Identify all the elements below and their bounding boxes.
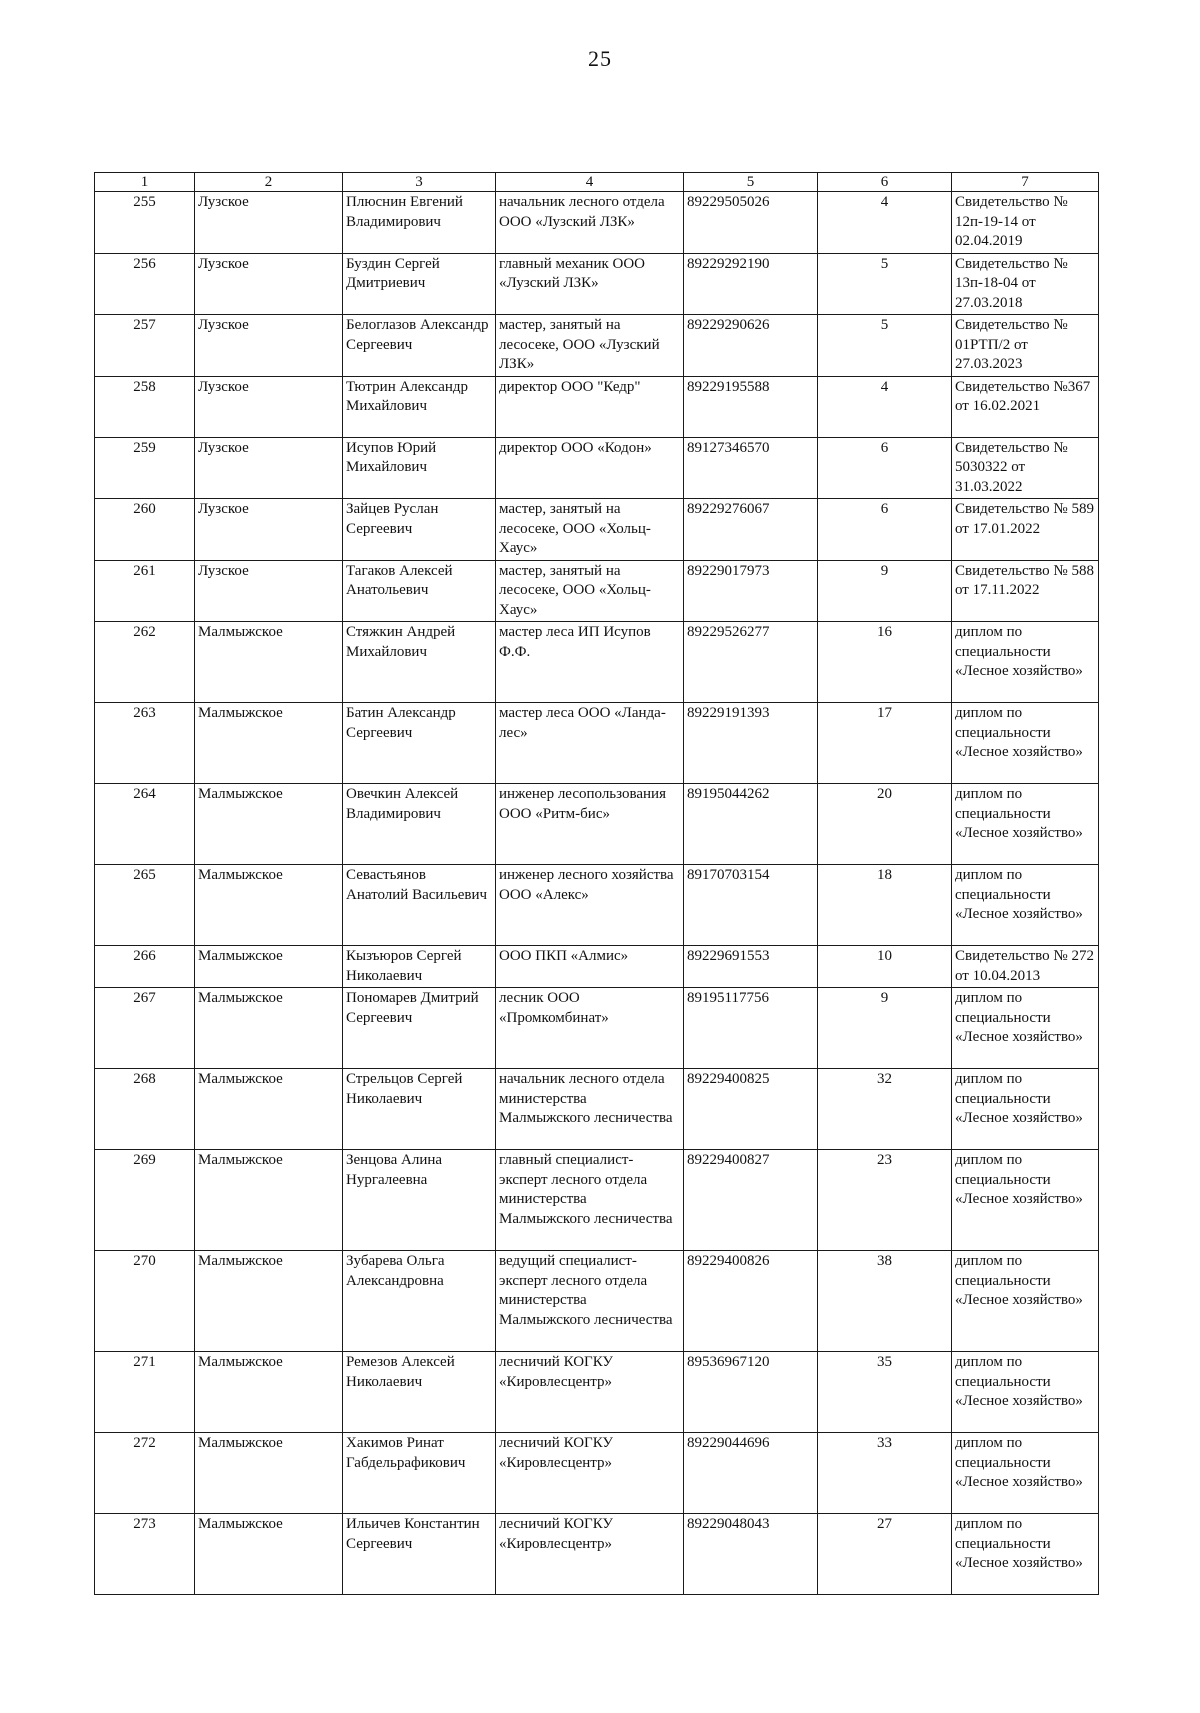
name-cell: Зайцев Руслан Сергеевич — [343, 499, 496, 561]
document-cell: диплом по специальности «Лесное хозяйство» — [952, 1069, 1099, 1150]
forestry-cell: Малмыжское — [195, 784, 343, 865]
column-header: 5 — [684, 173, 818, 192]
table-row — [95, 437, 1099, 499]
phone-cell: 89229292190 — [684, 253, 818, 315]
document-cell: Свидетельство №367 от 16.02.2021 — [952, 376, 1099, 437]
forestry-cell: Малмыжское — [195, 1352, 343, 1433]
row-number: 256 — [95, 253, 195, 315]
document-cell: диплом по специальности «Лесное хозяйство» — [952, 1150, 1099, 1251]
document-cell: Свидетельство № 01РТП/2 от 27.03.2023 — [952, 315, 1099, 377]
name-cell: Зенцова Алина Нургалеевна — [343, 1150, 496, 1251]
document-cell: Свидетельство № 5030322 от 31.03.2022 — [952, 437, 1099, 499]
position-cell: мастер, занятый на лесосеке, ООО «Хольц-Хаус» — [496, 499, 684, 561]
name-cell: Зубарева Ольга Александровна — [343, 1251, 496, 1352]
name-cell: Севастьянов Анатолий Васильевич — [343, 865, 496, 946]
position-cell: лесничий КОГКУ «Кировлесцентр» — [496, 1352, 684, 1433]
table-row — [95, 192, 1099, 254]
row-number: 268 — [95, 1069, 195, 1150]
document-cell: Свидетельство № 13п-18-04 от 27.03.2018 — [952, 253, 1099, 315]
experience-cell: 6 — [818, 499, 952, 561]
forestry-cell: Лузское — [195, 499, 343, 561]
name-cell: Плюснин Евгений Владимирович — [343, 192, 496, 254]
experience-cell: 32 — [818, 1069, 952, 1150]
table-row — [95, 253, 1099, 315]
name-cell: Тютрин Александр Михайлович — [343, 376, 496, 437]
experience-cell: 4 — [818, 192, 952, 254]
row-number: 273 — [95, 1514, 195, 1595]
table-row — [95, 865, 1099, 946]
table-row — [95, 315, 1099, 377]
document-cell: диплом по специальности «Лесное хозяйство» — [952, 1514, 1099, 1595]
phone-cell: 89229505026 — [684, 192, 818, 254]
column-header: 3 — [343, 173, 496, 192]
document-cell: Свидетельство № 588 от 17.11.2022 — [952, 560, 1099, 622]
table-row — [95, 784, 1099, 865]
table-row — [95, 622, 1099, 703]
column-header: 6 — [818, 173, 952, 192]
forestry-cell: Малмыжское — [195, 1069, 343, 1150]
row-number: 271 — [95, 1352, 195, 1433]
experience-cell: 23 — [818, 1150, 952, 1251]
document-cell: Свидетельство № 272 от 10.04.2013 — [952, 946, 1099, 988]
phone-cell: 89229290626 — [684, 315, 818, 377]
document-cell: диплом по специальности «Лесное хозяйство» — [952, 988, 1099, 1069]
forestry-cell: Малмыжское — [195, 988, 343, 1069]
table-row — [95, 376, 1099, 437]
row-number: 262 — [95, 622, 195, 703]
forestry-cell: Лузское — [195, 253, 343, 315]
forestry-cell: Лузское — [195, 315, 343, 377]
document-cell: диплом по специальности «Лесное хозяйство» — [952, 703, 1099, 784]
name-cell: Стрельцов Сергей Николаевич — [343, 1069, 496, 1150]
forestry-cell: Малмыжское — [195, 1251, 343, 1352]
phone-cell: 89229048043 — [684, 1514, 818, 1595]
document-cell: Свидетельство № 12п-19-14 от 02.04.2019 — [952, 192, 1099, 254]
row-number: 258 — [95, 376, 195, 437]
experience-cell: 4 — [818, 376, 952, 437]
row-number: 264 — [95, 784, 195, 865]
position-cell: начальник лесного отдела ООО «Лузский ЛЗК» — [496, 192, 684, 254]
forestry-cell: Малмыжское — [195, 1514, 343, 1595]
document-cell: Свидетельство № 589 от 17.01.2022 — [952, 499, 1099, 561]
table-row — [95, 1514, 1099, 1595]
forestry-cell: Лузское — [195, 192, 343, 254]
name-cell: Овечкин Алексей Владимирович — [343, 784, 496, 865]
position-cell: мастер, занятый на лесосеке, ООО «Хольц-Хаус» — [496, 560, 684, 622]
experience-cell: 20 — [818, 784, 952, 865]
row-number: 261 — [95, 560, 195, 622]
name-cell: Белоглазов Александр Сергеевич — [343, 315, 496, 377]
experience-cell: 17 — [818, 703, 952, 784]
row-number: 263 — [95, 703, 195, 784]
experience-cell: 5 — [818, 315, 952, 377]
forestry-cell: Лузское — [195, 437, 343, 499]
row-number: 267 — [95, 988, 195, 1069]
experience-cell: 10 — [818, 946, 952, 988]
experience-cell: 35 — [818, 1352, 952, 1433]
position-cell: мастер, занятый на лесосеке, ООО «Лузский ЛЗК» — [496, 315, 684, 377]
name-cell: Тагаков Алексей Анатольевич — [343, 560, 496, 622]
phone-cell: 89229526277 — [684, 622, 818, 703]
name-cell: Пономарев Дмитрий Сергеевич — [343, 988, 496, 1069]
phone-cell: 89229191393 — [684, 703, 818, 784]
phone-cell: 89170703154 — [684, 865, 818, 946]
document-cell: диплом по специальности «Лесное хозяйство» — [952, 1352, 1099, 1433]
phone-cell: 89127346570 — [684, 437, 818, 499]
position-cell: ООО ПКП «Алмис» — [496, 946, 684, 988]
phone-cell: 89195117756 — [684, 988, 818, 1069]
forestry-cell: Малмыжское — [195, 1150, 343, 1251]
row-number: 270 — [95, 1251, 195, 1352]
forestry-cell: Малмыжское — [195, 622, 343, 703]
row-number: 257 — [95, 315, 195, 377]
name-cell: Буздин Сергей Дмитриевич — [343, 253, 496, 315]
experience-cell: 9 — [818, 988, 952, 1069]
phone-cell: 89229400825 — [684, 1069, 818, 1150]
experience-cell: 33 — [818, 1433, 952, 1514]
name-cell: Ремезов Алексей Николаевич — [343, 1352, 496, 1433]
column-header: 2 — [195, 173, 343, 192]
position-cell: мастер леса ООО «Ланда-лес» — [496, 703, 684, 784]
phone-cell: 89229017973 — [684, 560, 818, 622]
experience-cell: 18 — [818, 865, 952, 946]
experience-cell: 9 — [818, 560, 952, 622]
experience-cell: 6 — [818, 437, 952, 499]
table-row — [95, 499, 1099, 561]
name-cell: Исупов Юрий Михайлович — [343, 437, 496, 499]
phone-cell: 89229044696 — [684, 1433, 818, 1514]
column-header: 4 — [496, 173, 684, 192]
column-header: 1 — [95, 173, 195, 192]
name-cell: Батин Александр Сергеевич — [343, 703, 496, 784]
table-row — [95, 1069, 1099, 1150]
header-row — [95, 173, 1099, 192]
table-row — [95, 946, 1099, 988]
position-cell: ведущий специалист-эксперт лесного отдела министерства Малмыжского лесничества — [496, 1251, 684, 1352]
table-row — [95, 1352, 1099, 1433]
page-number: 25 — [588, 46, 612, 71]
phone-cell: 89195044262 — [684, 784, 818, 865]
position-cell: главный специалист-эксперт лесного отдела министерства Малмыжского лесничества — [496, 1150, 684, 1251]
position-cell: лесничий КОГКУ «Кировлесцентр» — [496, 1433, 684, 1514]
row-number: 269 — [95, 1150, 195, 1251]
position-cell: директор ООО «Кодон» — [496, 437, 684, 499]
table-row — [95, 703, 1099, 784]
table-row — [95, 1433, 1099, 1514]
position-cell: главный механик ООО «Лузский ЛЗК» — [496, 253, 684, 315]
position-cell: начальник лесного отдела министерства Малмыжского лесничества — [496, 1069, 684, 1150]
document-cell: диплом по специальности «Лесное хозяйство» — [952, 1251, 1099, 1352]
table-row — [95, 560, 1099, 622]
phone-cell: 89536967120 — [684, 1352, 818, 1433]
registry-table — [94, 172, 1099, 1595]
phone-cell: 89229195588 — [684, 376, 818, 437]
forestry-cell: Лузское — [195, 376, 343, 437]
row-number: 272 — [95, 1433, 195, 1514]
forestry-cell: Малмыжское — [195, 865, 343, 946]
position-cell: мастер леса ИП Исупов Ф.Ф. — [496, 622, 684, 703]
forestry-cell: Малмыжское — [195, 1433, 343, 1514]
phone-cell: 89229400826 — [684, 1251, 818, 1352]
document-cell: диплом по специальности «Лесное хозяйство» — [952, 1433, 1099, 1514]
position-cell: лесничий КОГКУ «Кировлесцентр» — [496, 1514, 684, 1595]
document-cell: диплом по специальности «Лесное хозяйство» — [952, 784, 1099, 865]
experience-cell: 16 — [818, 622, 952, 703]
experience-cell: 27 — [818, 1514, 952, 1595]
name-cell: Хакимов Ринат Габдельрафикович — [343, 1433, 496, 1514]
table-row — [95, 1251, 1099, 1352]
experience-cell: 5 — [818, 253, 952, 315]
column-header: 7 — [952, 173, 1099, 192]
name-cell: Ильичев Константин Сергеевич — [343, 1514, 496, 1595]
forestry-cell: Малмыжское — [195, 946, 343, 988]
row-number: 259 — [95, 437, 195, 499]
position-cell: инженер лесного хозяйства ООО «Алекс» — [496, 865, 684, 946]
row-number: 265 — [95, 865, 195, 946]
document-cell: диплом по специальности «Лесное хозяйство» — [952, 622, 1099, 703]
name-cell: Стяжкин Андрей Михайлович — [343, 622, 496, 703]
position-cell: лесник ООО «Промкомбинат» — [496, 988, 684, 1069]
document-cell: диплом по специальности «Лесное хозяйство» — [952, 865, 1099, 946]
phone-cell: 89229400827 — [684, 1150, 818, 1251]
phone-cell: 89229276067 — [684, 499, 818, 561]
row-number: 260 — [95, 499, 195, 561]
position-cell: директор ООО "Кедр" — [496, 376, 684, 437]
phone-cell: 89229691553 — [684, 946, 818, 988]
experience-cell: 38 — [818, 1251, 952, 1352]
row-number: 266 — [95, 946, 195, 988]
forestry-cell: Малмыжское — [195, 703, 343, 784]
table-row — [95, 1150, 1099, 1251]
row-number: 255 — [95, 192, 195, 254]
name-cell: Кызъюров Сергей Николаевич — [343, 946, 496, 988]
table-row — [95, 988, 1099, 1069]
position-cell: инженер лесопользования ООО «Ритм-бис» — [496, 784, 684, 865]
forestry-cell: Лузское — [195, 560, 343, 622]
